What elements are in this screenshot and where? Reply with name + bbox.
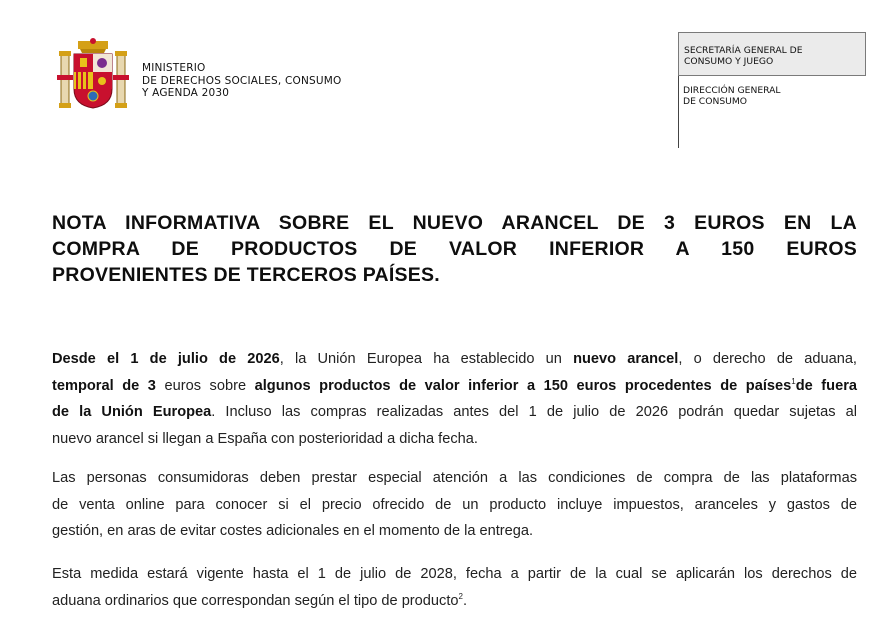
coat-of-arms-icon — [56, 37, 130, 111]
directorate-label — [683, 85, 781, 107]
paragraph-validity — [52, 561, 857, 614]
paragraph-intro — [52, 346, 857, 452]
bold-text: Desde el 1 de julio de 2026 — [52, 351, 280, 367]
bold-text: nuevo arancel — [573, 351, 679, 367]
title-line: COMPRA DE PRODUCTOS DE VALOR INFERIOR A 150 EUROS — [52, 238, 857, 260]
paragraph-line: de venta online para conocer si el precio ofrecido de un producto incluye impuestos, aranceles y gastos de — [52, 496, 857, 513]
secretariat-line: CONSUMO Y JUEGO — [684, 56, 774, 67]
bold-text: algunos productos de valor inferior a 150 euros procedentes de países — [254, 377, 792, 394]
department-box — [678, 32, 866, 148]
secretariat-line: SECRETARÍA GENERAL DE — [684, 45, 803, 56]
ministry-line: MINISTERIO — [142, 62, 206, 74]
footnote-ref[interactable]: 2 — [458, 591, 463, 601]
secretariat-label — [684, 45, 803, 67]
directorate-line: DIRECCIÓN GENERAL — [683, 85, 781, 96]
bold-text: de fuera — [795, 377, 857, 394]
divider — [678, 76, 679, 148]
title-line: NOTA INFORMATIVA SOBRE EL NUEVO ARANCEL DE 3 EUROS EN LA — [52, 212, 857, 234]
ministry-line: Y AGENDA 2030 — [142, 87, 230, 99]
text: . Incluso las compras realizadas antes del 1 de julio de 2026 podrán quedar sujetas al — [211, 404, 857, 420]
secretariat-box — [678, 32, 866, 76]
bold-text: temporal de 3 — [52, 377, 156, 394]
text: , la Unión Europea ha establecido un — [279, 351, 574, 367]
paragraph-line: gestión, en aras de evitar costes adicionales en el momento de la entrega. — [52, 523, 534, 539]
paragraph-line — [52, 399, 857, 426]
title-line: PROVENIENTES DE TERCEROS PAÍSES. — [52, 264, 440, 286]
text: euros sobre — [155, 377, 255, 394]
paragraph-line — [52, 373, 857, 400]
paragraph-consumers — [52, 465, 857, 545]
paragraph-line: Esta medida estará vigente hasta el 1 de julio de 2028, fecha a partir de la cual se aplicarán los derechos de — [52, 566, 857, 582]
paragraph-line — [52, 346, 857, 373]
paragraph-line: Las personas consumidoras deben prestar especial atención a las condiciones de compra de las plataformas — [52, 470, 857, 486]
ministry-line: DE DERECHOS SOCIALES, CONSUMO — [142, 74, 342, 87]
text: , o derecho de aduana, — [678, 351, 857, 367]
footnote-ref[interactable]: 1 — [791, 376, 796, 386]
text: nuevo arancel si llegan a España con posterioridad a dicha fecha. — [52, 430, 478, 447]
document-title — [52, 210, 857, 288]
bold-text: de la Unión Europea — [52, 404, 212, 420]
paragraph-line — [52, 426, 857, 453]
directorate-line: DE CONSUMO — [683, 96, 748, 107]
ministry-name — [142, 62, 342, 100]
text: aduana ordinarios que correspondan según el tipo de producto — [52, 592, 459, 609]
text: . — [462, 592, 468, 609]
paragraph-line — [52, 588, 857, 615]
